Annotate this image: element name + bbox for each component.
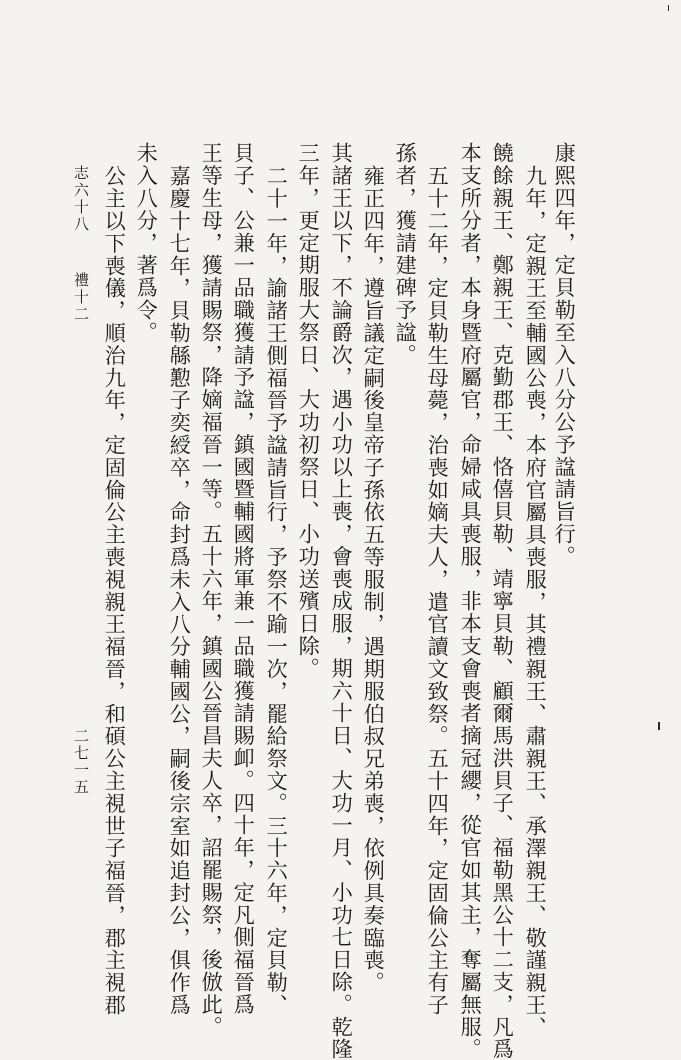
text-column-12: 王等生母，獲請賜祭，降嫡福晉一等。五十六年，鎮國公晉昌夫人卒，詔罷賜祭，後倣此。 bbox=[199, 142, 225, 1038]
text-column-4: 本支所分者，本身暨府屬官，命婦咸具喪服，非本支會喪者摘冠纓，從官如其主，奪屬無服。 bbox=[458, 142, 484, 1060]
text-column-5: 五十二年，定貝勒生母薨，治喪如嫡夫人，遣官讀文致祭。五十四年，定固倫公主有子 bbox=[425, 165, 451, 1017]
footer-book-title: 志六十八 bbox=[72, 165, 90, 233]
text-column-10: 二十一年，諭諸王側福晉予諡請旨行，予祭不踰一次，罷給祭文。三十六年，定貝勒、 bbox=[264, 165, 290, 1017]
text-column-3: 饒餘親王、鄭親王、克勤郡王、恪僖貝勒、靖寧貝勒、顧爾馬洪貝子、福勒黑公十二支，凡爲 bbox=[490, 142, 516, 1060]
text-column-9: 三年，更定期服大祭日、大功初祭日、小功送殯日除。 bbox=[296, 142, 322, 680]
page-number: 二七一五 bbox=[72, 728, 90, 796]
text-column-13: 嘉慶十七年，貝勒緜懃子奕綬卒，命封爲未入八分輔國公，嗣後宗室如追封公，俱作爲 bbox=[167, 165, 193, 1017]
text-column-1: 康熙四年，定貝勒至入八分公予諡請旨行。 bbox=[552, 142, 578, 568]
scan-edge-mark bbox=[668, 5, 669, 11]
text-column-8: 其諸王以下，不論爵次，遇小功以上喪，會喪成服，期六十日、大功一月、小功七日除。乾隆 bbox=[329, 142, 355, 1060]
text-column-15: 公主以下喪儀，順治九年，定固倫公主喪視親王福晉，和碩公主視世子福晉，郡主視郡 bbox=[102, 165, 128, 1017]
footer-section-title: 禮十二 bbox=[72, 272, 90, 323]
text-column-11: 貝子、公兼一品職獲請予諡，鎮國暨輔國將軍兼一品職獲請賜卹。四十年，定凡側福晉爲 bbox=[231, 142, 257, 1016]
text-column-2: 九年，定親王至輔國公喪，本府官屬具喪服，其禮親王、肅親王、承澤親王、敬謹親王、 bbox=[523, 165, 549, 1039]
text-column-7: 雍正四年，遵旨議定嗣後皇帝子孫依五等服制，遇期服伯叔兄弟喪，依例具奏臨喪。 bbox=[361, 165, 387, 994]
scan-edge-mark bbox=[658, 722, 660, 730]
text-column-6: 孫者，獲請建碑予諡。 bbox=[393, 142, 419, 366]
text-column-14: 未入八分，著爲令。 bbox=[134, 142, 160, 344]
